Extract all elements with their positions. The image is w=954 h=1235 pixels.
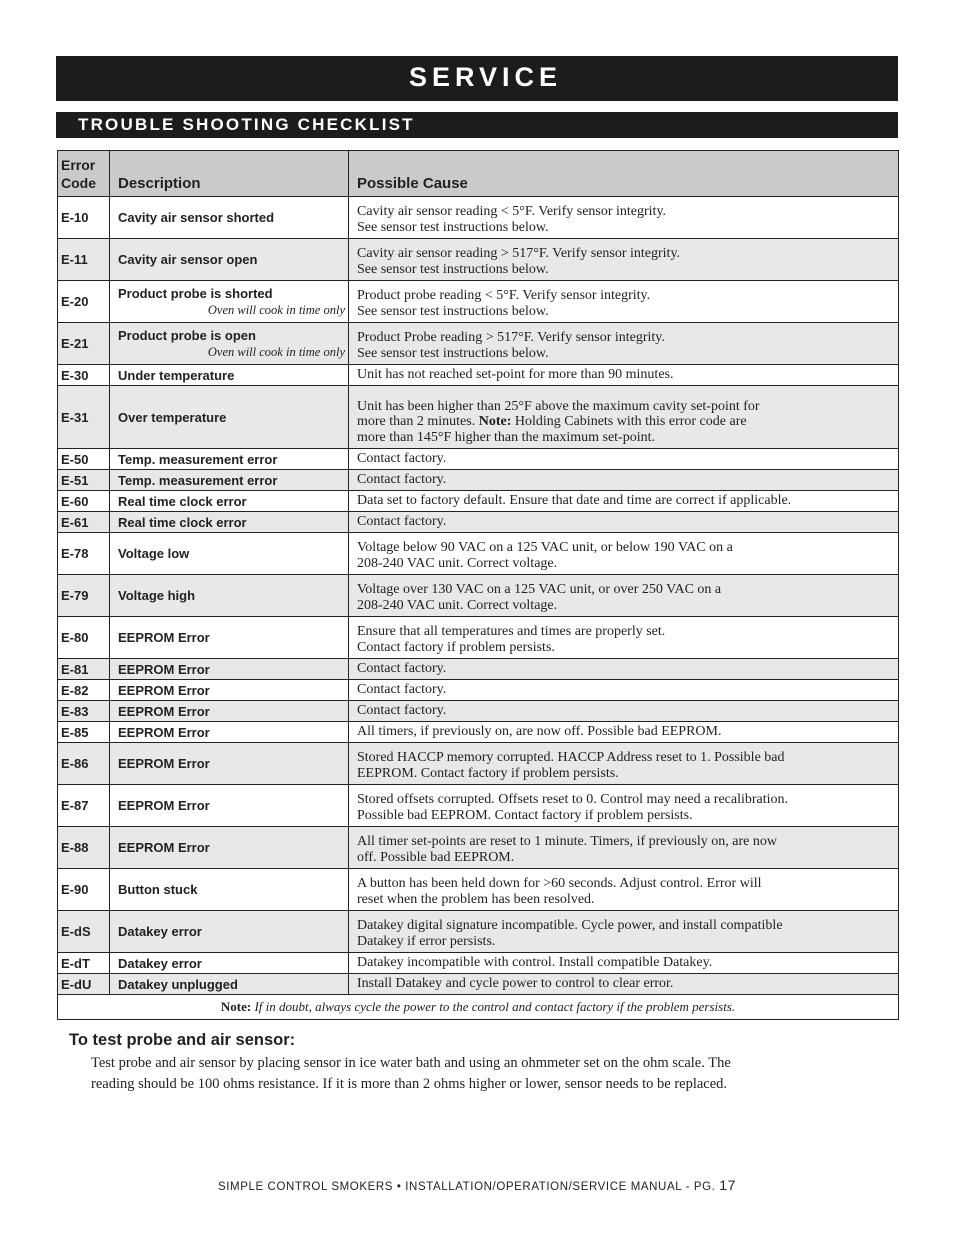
table-row [58,722,899,743]
possible-cause-cell [349,659,899,680]
description-text: Product probe is shorted [118,286,273,301]
cause-line: Stored offsets corrupted. Offsets reset to 0. Control may need a recalibration. [357,792,789,807]
description-text: Real time clock error [118,493,247,509]
description-text: EEPROM Error [118,840,210,855]
table-row [58,701,899,722]
description-text: EEPROM Error [118,682,210,698]
subsection-title-bar [56,112,898,138]
description-text: Cavity air sensor shorted [118,210,275,225]
possible-cause-cell [349,617,899,659]
cause-line: EEPROM. Contact factory if problem persists. [357,765,619,781]
table-row [58,827,899,869]
error-code-cell: E-88 [58,827,110,869]
description-cell [110,470,349,491]
table-row [58,491,899,512]
cause-line: Data set to factory default. Ensure that date and time are correct if applicable. [357,492,792,508]
cause-line: Contact factory. [357,660,447,676]
cause-line: Install Datakey and cycle power to control to clear error. [357,975,674,991]
table-footer-note: Note: If in doubt, always cycle the power to the control and contact factory if the problem persists. [58,995,899,1020]
cause-line: more than 2 minutes. [357,414,476,429]
description-text: Datakey unplugged [118,976,238,992]
description-cell [110,239,349,281]
description-cell [110,197,349,239]
cause-line: See sensor test instructions below. [357,261,549,277]
cause-line: Contact factory. [357,471,447,487]
description-text: Product probe is open [118,328,256,343]
cause-line: See sensor test instructions below. [357,345,549,361]
possible-cause-cell [349,470,899,491]
error-code-cell: E-51 [58,470,110,491]
possible-cause-cell [349,365,899,386]
table-header-row [58,151,899,197]
possible-cause-cell [349,281,899,323]
description-cell [110,701,349,722]
error-code-cell: E-dS [58,911,110,953]
cause-line: Ensure that all temperatures and times are properly set. [357,624,666,639]
troubleshooting-table [57,150,899,1020]
possible-cause-cell [349,974,899,995]
table-row [58,953,899,974]
column-header-error-code: Error Code [58,151,110,197]
possible-cause-cell [349,239,899,281]
description-cell [110,449,349,470]
possible-cause-cell [349,869,899,911]
cause-line: All timers, if previously on, are now off. Possible bad EEPROM. [357,723,722,739]
table-row [58,680,899,701]
cause-line: Contact factory. [357,450,447,466]
description-text: Under temperature [118,367,235,383]
cause-line: Cavity air sensor reading < 5°F. Verify sensor integrity. [357,204,667,219]
description-text: Temp. measurement error [118,472,278,488]
error-code-cell: E-90 [58,869,110,911]
description-cell [110,365,349,386]
table-row [58,197,899,239]
error-code-cell: E-86 [58,743,110,785]
error-code-cell: E-dU [58,974,110,995]
cause-note-label: Note: [478,414,512,429]
page-number: 17 [719,1177,737,1193]
cause-line: reset when the problem has been resolved. [357,891,595,907]
table-footer-note-row [58,995,899,1020]
possible-cause-cell [349,953,899,974]
cause-line: 208-240 VAC unit. Correct voltage. [357,597,558,613]
cause-line: Possible bad EEPROM. Contact factory if problem persists. [357,807,693,823]
section-title-bar [56,56,898,101]
test-heading: To test probe and air sensor: [69,1031,296,1049]
error-code-cell: E-80 [58,617,110,659]
possible-cause-cell [349,197,899,239]
possible-cause-cell [349,323,899,365]
cause-line: Stored HACCP memory corrupted. HACCP Address reset to 1. Possible bad [357,750,785,765]
description-cell [110,869,349,911]
error-code-cell: E-31 [58,386,110,449]
description-cell [110,512,349,533]
possible-cause-cell [349,911,899,953]
cause-line: Unit has been higher than 25°F above the maximum cavity set-point for [357,398,760,414]
description-text: Cavity air sensor open [118,252,258,267]
table-row [58,239,899,281]
error-code-cell: E-30 [58,365,110,386]
description-text: Datakey error [118,955,202,971]
error-code-cell: E-60 [58,491,110,512]
description-cell [110,491,349,512]
cause-line: 208-240 VAC unit. Correct voltage. [357,555,558,571]
error-code-cell: E-82 [58,680,110,701]
table-row [58,449,899,470]
cause-line: Contact factory if problem persists. [357,639,555,655]
table-row [58,512,899,533]
description-cell [110,680,349,701]
cause-line: more than 145°F higher than the maximum set-point. [357,429,655,445]
description-text: Temp. measurement error [118,451,278,467]
error-code-cell: E-10 [58,197,110,239]
description-text: Real time clock error [118,514,247,530]
description-cell [110,953,349,974]
test-instructions: Test probe and air sensor by placing sensor in ice water bath and using an ohmmeter set on the ohm scale. The reading should be 100 ohms resistance. If it is more than 2 ohms higher or lower, sensor needs to be replaced. [91,1055,731,1092]
possible-cause-cell [349,533,899,575]
cause-line: Product Probe reading > 517°F. Verify sensor integrity. [357,330,665,345]
page-footer [0,1177,954,1193]
possible-cause-cell [349,722,899,743]
description-cell [110,722,349,743]
description-text: Datakey error [118,924,202,939]
possible-cause-cell [349,512,899,533]
description-text: EEPROM Error [118,630,210,645]
description-cell [110,386,349,449]
possible-cause-cell [349,575,899,617]
description-cell [110,659,349,680]
description-cell [110,617,349,659]
cause-line: Holding Cabinets with this error code are [514,414,747,429]
table-row [58,743,899,785]
possible-cause-cell [349,827,899,869]
column-header-description: Description [110,151,349,197]
table-row [58,575,899,617]
subsection-title: TROUBLE SHOOTING CHECKLIST [78,115,415,134]
cause-line: All timer set-points are reset to 1 minute. Timers, if previously on, are now [357,834,777,849]
error-code-cell: E-83 [58,701,110,722]
table-row [58,617,899,659]
cause-line: Voltage over 130 VAC on a 125 VAC unit, or over 250 VAC on a [357,582,722,597]
cause-line: off. Possible bad EEPROM. [357,849,515,865]
table-row [58,533,899,575]
footer-text: SIMPLE CONTROL SMOKERS • INSTALLATION/OPERATION/SERVICE MANUAL - PG. [217,1181,716,1193]
cause-line: Contact factory. [357,681,447,697]
description-cell [110,533,349,575]
error-code-cell: E-50 [58,449,110,470]
possible-cause-cell [349,785,899,827]
table-row [58,659,899,680]
description-cell [110,827,349,869]
description-text: EEPROM Error [118,703,210,719]
cause-line: A button has been held down for >60 seconds. Adjust control. Error will [357,876,762,891]
error-code-cell: E-61 [58,512,110,533]
description-text: EEPROM Error [118,756,210,771]
description-cell [110,974,349,995]
table-row [58,386,899,449]
description-cell [110,743,349,785]
cause-line: See sensor test instructions below. [357,303,549,319]
error-code-cell: E-85 [58,722,110,743]
description-cell [110,785,349,827]
error-code-cell: E-79 [58,575,110,617]
table-row [58,281,899,323]
description-note: Oven will cook in time only [207,345,345,359]
description-text: EEPROM Error [118,661,210,677]
table-row [58,785,899,827]
possible-cause-cell [349,701,899,722]
table-row [58,974,899,995]
error-code-cell: E-87 [58,785,110,827]
cause-line: Contact factory. [357,513,447,529]
possible-cause-cell [349,680,899,701]
description-cell [110,281,349,323]
section-title: SERVICE [409,62,563,92]
description-text: EEPROM Error [118,724,210,740]
possible-cause-cell [349,386,899,449]
cause-line: See sensor test instructions below. [357,219,549,235]
cause-line: Datakey incompatible with control. Install compatible Datakey. [357,954,713,970]
description-text: Button stuck [118,882,198,897]
cause-line: Cavity air sensor reading > 517°F. Verify sensor integrity. [357,246,681,261]
table-row [58,470,899,491]
cause-line: Unit has not reached set-point for more than 90 minutes. [357,366,674,382]
column-header-possible-cause: Possible Cause [349,151,899,197]
description-text: Voltage low [118,546,190,561]
description-text: Over temperature [118,409,227,425]
possible-cause-cell [349,449,899,470]
description-note: Oven will cook in time only [207,303,345,317]
description-cell [110,911,349,953]
error-code-cell: E-11 [58,239,110,281]
error-code-cell: E-78 [58,533,110,575]
description-cell [110,323,349,365]
possible-cause-cell [349,491,899,512]
cause-line: Voltage below 90 VAC on a 125 VAC unit, or below 190 VAC on a [357,540,733,555]
cause-line: Datakey if error persists. [357,933,496,949]
description-text: EEPROM Error [118,798,210,813]
possible-cause-cell [349,743,899,785]
error-code-cell: E-21 [58,323,110,365]
table-row [58,869,899,911]
cause-line: Datakey digital signature incompatible. Cycle power, and install compatible [357,918,783,933]
cause-line: Contact factory. [357,702,447,718]
error-code-cell: E-dT [58,953,110,974]
description-text: Voltage high [118,588,196,603]
error-code-cell: E-81 [58,659,110,680]
table-row [58,323,899,365]
table-body [58,197,899,995]
table-row [58,365,899,386]
cause-line: Product probe reading < 5°F. Verify sensor integrity. [357,288,651,303]
error-code-cell: E-20 [58,281,110,323]
table-row [58,911,899,953]
description-cell [110,575,349,617]
